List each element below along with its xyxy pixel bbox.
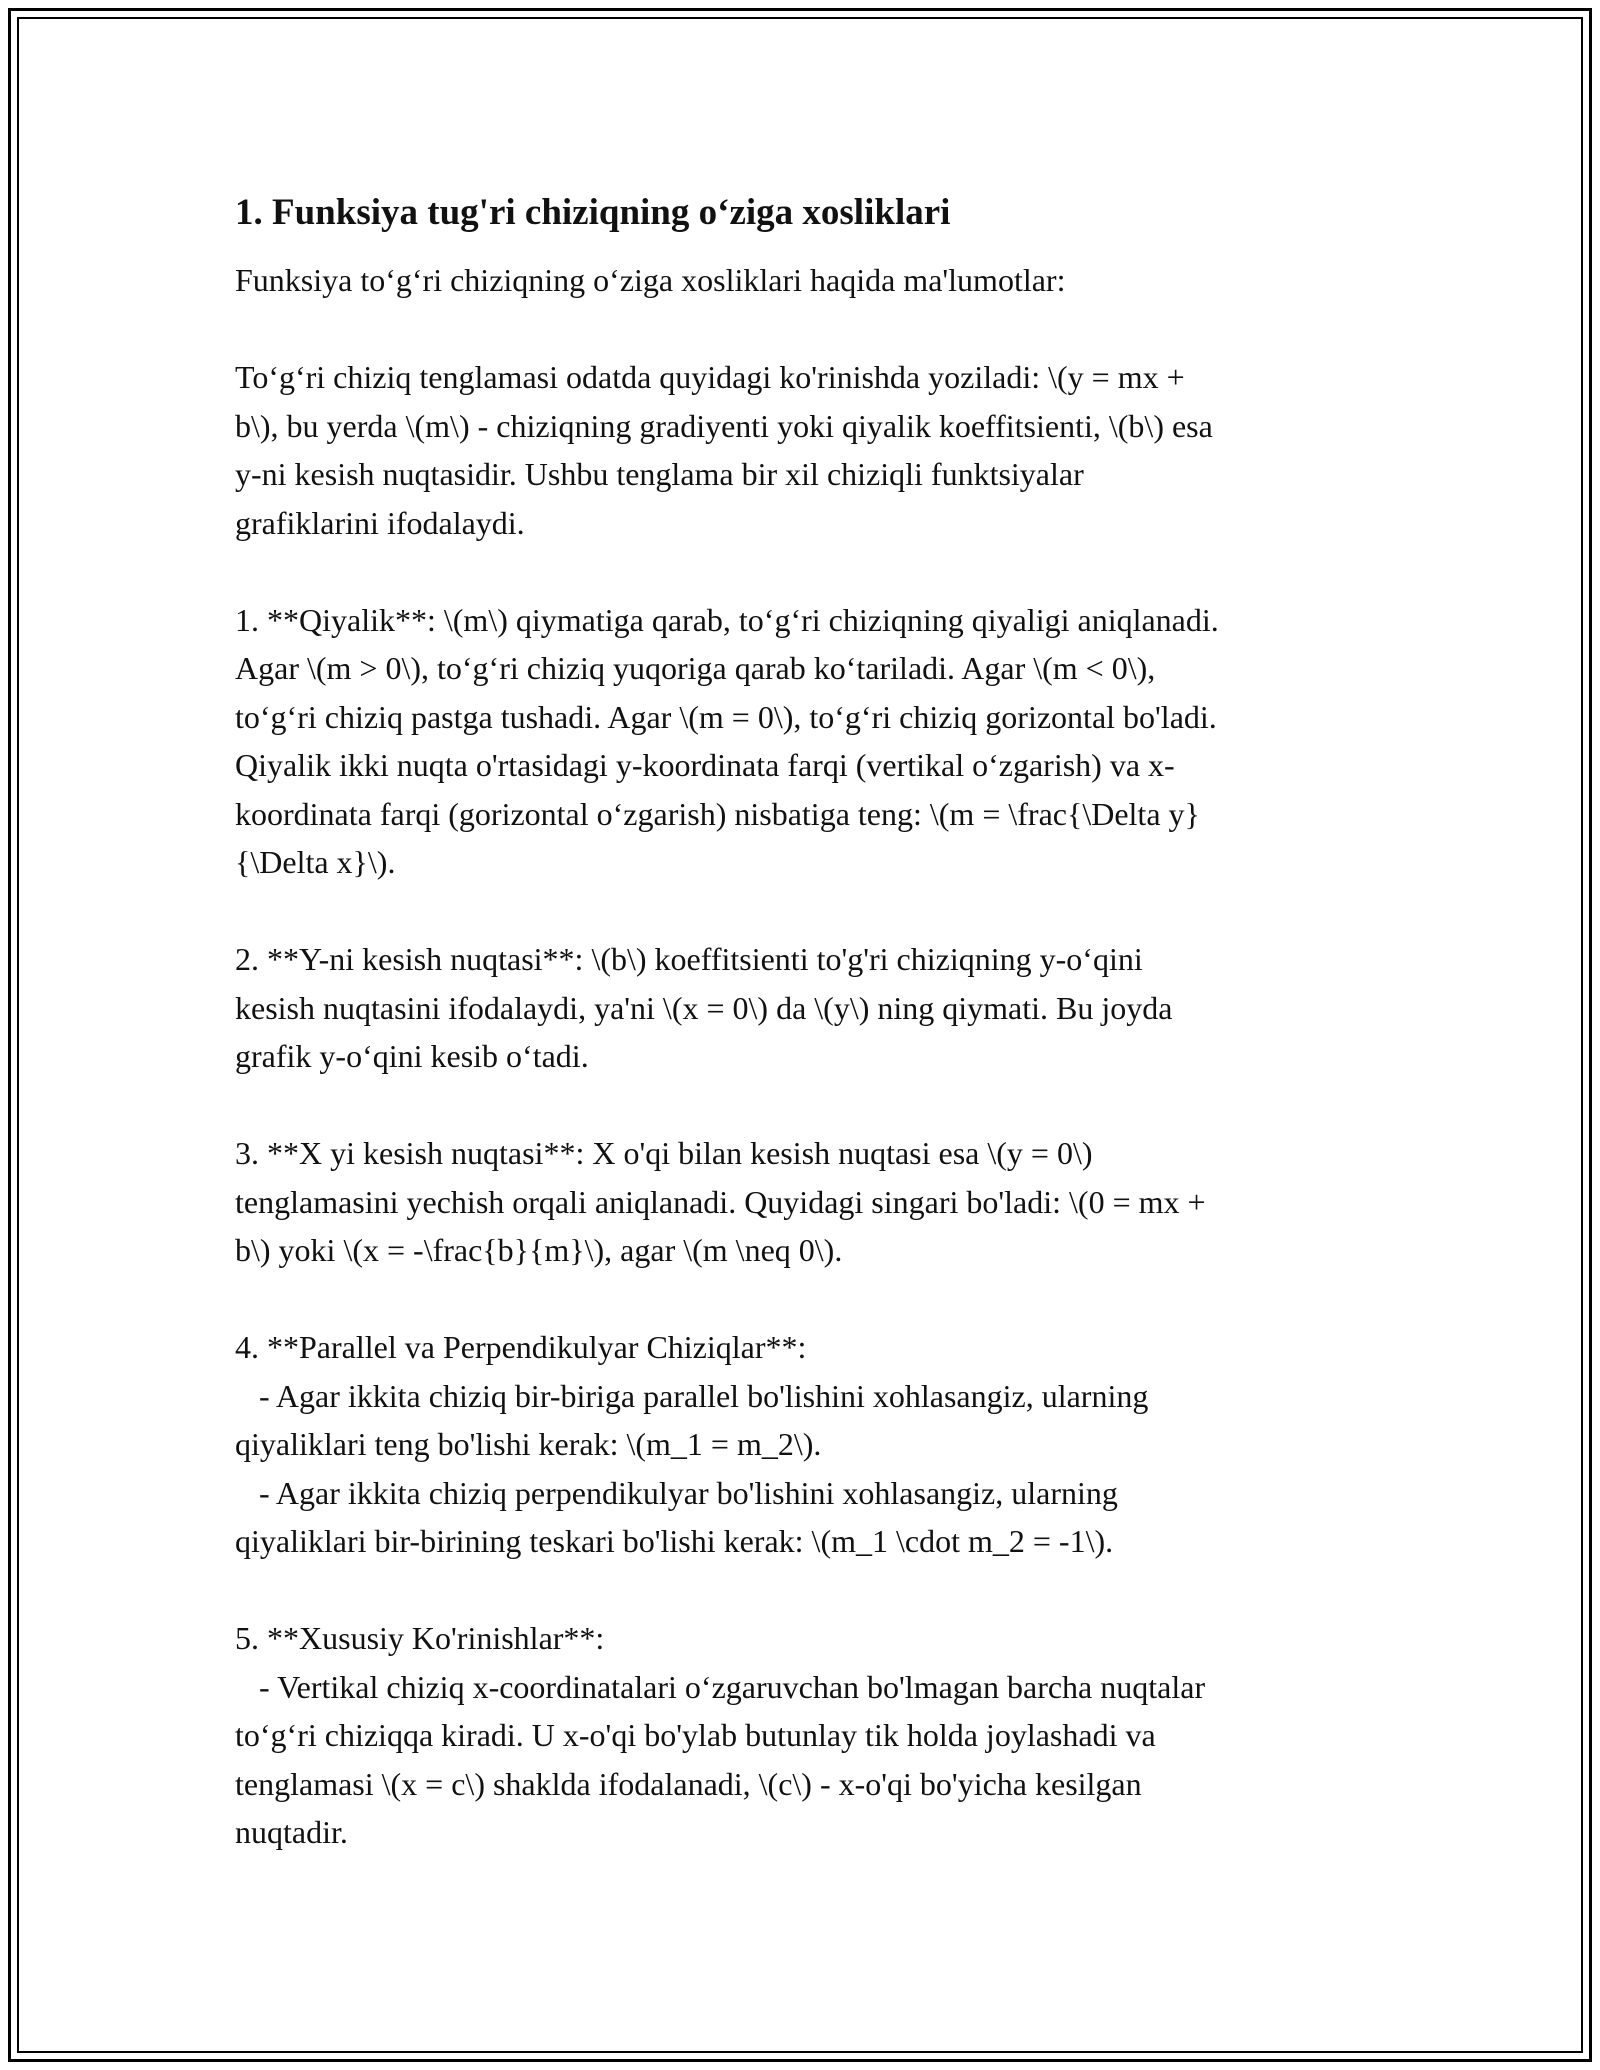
intro-paragraph: Funksiya to‘g‘ri chiziqning o‘ziga xosliklari haqida ma'lumotlar: xyxy=(235,262,1066,298)
list-item-slope: 1. **Qiyalik**: \(m\) qiymatiga qarab, to‘g‘ri chiziqning qiyaligi aniqlanadi. Agar \(m > 0\), to‘g‘ri chiziq yuqoriga qarab ko‘tariladi. Agar \(m < 0\), to‘g‘ri chiziq pastga tushadi. Agar \(m = 0\), to‘g‘ri chiziq gorizontal bo'ladi. Qiyalik ikki nuqta o'rtasidagi y-koordinata farqi (vertikal o‘zgarish) va x- koordinata farqi (gorizontal o‘zgarish) nisbatiga teng: \(m = \frac{\Delta y} {\Delta x}\). xyxy=(235,601,1219,880)
document-title: 1. Funksiya tug'ri chiziqning o‘ziga xosliklari xyxy=(235,192,951,233)
equation-paragraph: To‘g‘ri chiziq tenglamasi odatda quyidagi ko'rinishda yoziladi: \(y = mx + b\), bu yerda \(m\) - chiziqning gradiyenti yoki qiyalik koeffitsienti, \(b\) esa y-ni kesish nuqtasidir. Ushbu tenglama bir xil chiziqli funktsiyalar grafiklarini ifodalaydi. xyxy=(235,359,1213,541)
list-item-y-intercept: 2. **Y-ni kesish nuqtasi**: \(b\) koeffitsienti to'g'ri chiziqning y-o‘qini kesish nuqtasini ifodalaydi, ya'ni \(x = 0\) da \(y\) ning qiymati. Bu joyda grafik y-o‘qini kesib o‘tadi. xyxy=(235,941,1173,1074)
list-item-x-intercept: 3. **X yi kesish nuqtasi**: X o'qi bilan kesish nuqtasi esa \(y = 0\) tenglamasini yechish orqali aniqlanadi. Quyidagi singari bo'ladi: \(0 = mx + b\) yoki \(x = -\frac{b}{m}\), agar \(m \neq 0\). xyxy=(235,1135,1206,1268)
list-item-special-forms: 5. **Xususiy Ko'rinishlar**: - Vertikal chiziq x-coordinatalari o‘zgaruvchan bo'lmagan barcha nuqtalar to‘g‘ri chiziqqa kiradi. U x-o'qi bo'ylab butunlay tik holda joylashadi va tenglamasi \(x = c\) shaklda ifodalanadi, \(c\) - x-o'qi bo'yicha kesilgan nuqtadir. xyxy=(235,1620,1206,1850)
document-body xyxy=(235,186,1365,1857)
paragraph-gap xyxy=(235,1081,1365,1130)
paragraph-gap xyxy=(235,305,1365,354)
paragraph-gap xyxy=(235,1566,1365,1615)
paragraph-gap xyxy=(235,887,1365,936)
paragraph-gap xyxy=(235,547,1365,596)
list-item-parallel-perpendicular: 4. **Parallel va Perpendikulyar Chiziqlar**: - Agar ikkita chiziq bir-biriga parallel bo'lishini xohlasangiz, ularning qiyaliklari teng bo'lishi kerak: \(m_1 = m_2\). - Agar ikkita chiziq perpendikulyar bo'lishini xohlasangiz, ularning qiyaliklari bir-birining teskari bo'lishi kerak: \(m_1 \cdot m_2 = -1\). xyxy=(235,1329,1149,1559)
paragraph-gap xyxy=(235,1275,1365,1324)
